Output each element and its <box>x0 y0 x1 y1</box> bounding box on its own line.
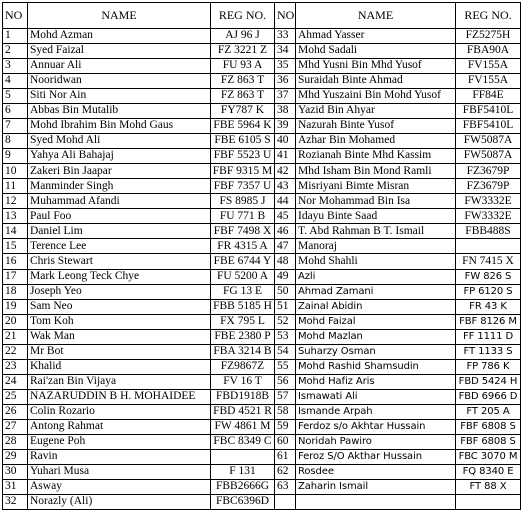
right-no-cell: 50 <box>275 284 296 299</box>
left-reg-cell: FZ9867Z <box>211 359 275 374</box>
table-row <box>3 449 521 464</box>
left-name-cell: Daniel Lim <box>28 224 211 239</box>
right-reg-cell: FT 1133 S <box>456 344 521 359</box>
left-reg-cell: FBF 7498 X <box>211 224 275 239</box>
right-name-cell: Mhd Yusni Bin Mhd Yusof <box>296 59 456 74</box>
left-name-cell: Eugene Poh <box>28 434 211 449</box>
right-no-cell: 53 <box>275 329 296 344</box>
right-no-cell: 39 <box>275 119 296 134</box>
left-no-cell: 10 <box>3 164 28 179</box>
left-reg-cell: FW 4861 M <box>211 419 275 434</box>
left-reg-cell: FBE 5964 K <box>211 119 275 134</box>
right-name-cell: Ahmad Yasser <box>296 29 456 44</box>
left-reg-cell: FZ 863 T <box>211 89 275 104</box>
right-reg-cell: FBD 5424 H <box>456 374 521 389</box>
right-reg-cell: FW 826 S <box>456 269 521 284</box>
left-no-cell: 32 <box>3 494 28 509</box>
left-reg-cell: FBC6396D <box>211 494 275 509</box>
left-reg-cell: FBD 4521 R <box>211 404 275 419</box>
table-body <box>3 29 521 510</box>
right-reg-cell: FP 6120 S <box>456 284 521 299</box>
right-name-cell: Mohd Rashid Shamsudin <box>296 359 456 374</box>
table-row <box>3 224 521 239</box>
right-name-cell: Idayu Binte Saad <box>296 209 456 224</box>
left-name-cell: Annuar Ali <box>28 59 211 74</box>
table-row <box>3 104 521 119</box>
left-reg-cell: FR 4315 A <box>211 239 275 254</box>
right-no-cell: 46 <box>275 224 296 239</box>
left-name-cell: Siti Nor Ain <box>28 89 211 104</box>
right-reg-cell: FZ3679P <box>456 164 521 179</box>
right-reg-cell: FBF 8126 M <box>456 314 521 329</box>
table-row <box>3 299 521 314</box>
left-no-cell: 13 <box>3 209 28 224</box>
left-reg-cell: FBF 7357 U <box>211 179 275 194</box>
right-name-cell: Misriyani Bimte Misran <box>296 179 456 194</box>
right-name-cell: Yazid Bin Ahyar <box>296 104 456 119</box>
left-no-cell: 23 <box>3 359 28 374</box>
right-no-cell: 59 <box>275 419 296 434</box>
table-row <box>3 239 521 254</box>
table-row <box>3 164 521 179</box>
left-name-cell: Antong Rahmat <box>28 419 211 434</box>
left-reg-cell: FBF 5523 U <box>211 149 275 164</box>
left-no-cell: 28 <box>3 434 28 449</box>
right-no-cell: 33 <box>275 29 296 44</box>
table-row <box>3 434 521 449</box>
right-name-cell: Mhd Isham Bin Mond Ramli <box>296 164 456 179</box>
table-row <box>3 194 521 209</box>
left-reg-cell: FU 5200 A <box>211 269 275 284</box>
left-name-cell: Abbas Bin Mutalib <box>28 104 211 119</box>
right-reg-cell: FT 88 X <box>456 479 521 494</box>
right-name-cell: Mohd Faizal <box>296 314 456 329</box>
right-reg-cell: FF84E <box>456 89 521 104</box>
table-row <box>3 404 521 419</box>
left-reg-cell: FZ 863 T <box>211 74 275 89</box>
header-row <box>3 3 521 29</box>
left-reg-cell: FBD1918B <box>211 389 275 404</box>
left-reg-cell: FBF 9315 M <box>211 164 275 179</box>
left-reg-cell: F 131 <box>211 464 275 479</box>
right-reg-cell: FBC 3070 M <box>456 449 521 464</box>
table-row <box>3 359 521 374</box>
left-no-cell: 4 <box>3 74 28 89</box>
right-no-cell: 51 <box>275 299 296 314</box>
right-no-cell: 38 <box>275 104 296 119</box>
header-no-left: NO <box>3 3 28 29</box>
right-name-cell: Manoraj <box>296 239 456 254</box>
right-name-cell: Suharzy Osman <box>296 344 456 359</box>
table-row <box>3 419 521 434</box>
right-reg-cell <box>456 494 521 509</box>
right-no-cell: 63 <box>275 479 296 494</box>
right-no-cell: 62 <box>275 464 296 479</box>
left-no-cell: 17 <box>3 269 28 284</box>
right-no-cell: 61 <box>275 449 296 464</box>
table-row <box>3 329 521 344</box>
right-reg-cell: FR 43 K <box>456 299 521 314</box>
left-name-cell: Paul Foo <box>28 209 211 224</box>
table-row <box>3 344 521 359</box>
left-name-cell: NAZARUDDIN B H. MOHAIDEE <box>28 389 211 404</box>
left-no-cell: 29 <box>3 449 28 464</box>
left-no-cell: 22 <box>3 344 28 359</box>
left-name-cell: Tom Koh <box>28 314 211 329</box>
left-name-cell: Mr Bot <box>28 344 211 359</box>
left-reg-cell: FBB2666G <box>211 479 275 494</box>
left-reg-cell: FBE 6744 Y <box>211 254 275 269</box>
right-name-cell: Zainal Abidin <box>296 299 456 314</box>
left-reg-cell: FU 93 A <box>211 59 275 74</box>
left-no-cell: 9 <box>3 149 28 164</box>
left-reg-cell: AJ 96 J <box>211 29 275 44</box>
left-name-cell: Zakeri Bin Jaapar <box>28 164 211 179</box>
right-name-cell: T. Abd Rahman B T. Ismail <box>296 224 456 239</box>
right-reg-cell: FF 1111 D <box>456 329 521 344</box>
left-reg-cell: FBC 8349 C <box>211 434 275 449</box>
left-name-cell: Mohd Azman <box>28 29 211 44</box>
left-no-cell: 30 <box>3 464 28 479</box>
right-reg-cell: FW5087A <box>456 149 521 164</box>
left-no-cell: 26 <box>3 404 28 419</box>
right-name-cell: Suraidah Binte Ahmad <box>296 74 456 89</box>
right-no-cell: 54 <box>275 344 296 359</box>
right-no-cell: 35 <box>275 59 296 74</box>
left-no-cell: 27 <box>3 419 28 434</box>
right-no-cell: 45 <box>275 209 296 224</box>
right-no-cell: 58 <box>275 404 296 419</box>
header-no-right: NO <box>275 3 296 29</box>
right-reg-cell: FZ5275H <box>456 29 521 44</box>
left-no-cell: 16 <box>3 254 28 269</box>
table-row <box>3 389 521 404</box>
table-row <box>3 254 521 269</box>
right-no-cell: 43 <box>275 179 296 194</box>
table-row <box>3 29 521 44</box>
right-no-cell: 49 <box>275 269 296 284</box>
left-reg-cell: FV 16 T <box>211 374 275 389</box>
right-reg-cell: FP 786 K <box>456 359 521 374</box>
left-no-cell: 20 <box>3 314 28 329</box>
right-name-cell: Mohd Sadali <box>296 44 456 59</box>
left-reg-cell: FY787 K <box>211 104 275 119</box>
left-no-cell: 3 <box>3 59 28 74</box>
right-reg-cell: FW5087A <box>456 134 521 149</box>
right-reg-cell: FT 205 A <box>456 404 521 419</box>
left-reg-cell: FBA 3214 B <box>211 344 275 359</box>
right-name-cell: Rozianah Binte Mhd Kassim <box>296 149 456 164</box>
table-row <box>3 314 521 329</box>
table-row <box>3 59 521 74</box>
right-reg-cell: FBF5410L <box>456 119 521 134</box>
left-name-cell: Wak Man <box>28 329 211 344</box>
right-name-cell: Mohd Mazlan <box>296 329 456 344</box>
right-reg-cell: FN 7415 X <box>456 254 521 269</box>
header-name-left: NAME <box>28 3 211 29</box>
right-name-cell: Zaharin Ismail <box>296 479 456 494</box>
right-reg-cell: FBB488S <box>456 224 521 239</box>
right-no-cell <box>275 494 296 509</box>
left-name-cell: Sam Neo <box>28 299 211 314</box>
table-row <box>3 464 521 479</box>
right-reg-cell: FV155A <box>456 59 521 74</box>
left-name-cell: Colin Rozario <box>28 404 211 419</box>
left-name-cell: Yuhari Musa <box>28 464 211 479</box>
table-row <box>3 119 521 134</box>
table-row <box>3 44 521 59</box>
registration-table <box>2 2 521 510</box>
left-name-cell: Muhammad Afandi <box>28 194 211 209</box>
table-row <box>3 284 521 299</box>
right-no-cell: 34 <box>275 44 296 59</box>
right-name-cell: Rosdee <box>296 464 456 479</box>
right-reg-cell: FW3332E <box>456 194 521 209</box>
right-no-cell: 57 <box>275 389 296 404</box>
right-name-cell: Mohd Shahli <box>296 254 456 269</box>
right-name-cell: Noridah Pawiro <box>296 434 456 449</box>
left-reg-cell: FZ 3221 Z <box>211 44 275 59</box>
left-reg-cell: FBE 2380 P <box>211 329 275 344</box>
left-no-cell: 24 <box>3 374 28 389</box>
right-name-cell: Nor Mohammad Bin Isa <box>296 194 456 209</box>
left-name-cell: Mohd Ibrahim Bin Mohd Gaus <box>28 119 211 134</box>
table-row <box>3 134 521 149</box>
left-no-cell: 7 <box>3 119 28 134</box>
right-name-cell: Azli <box>296 269 456 284</box>
left-name-cell: Asway <box>28 479 211 494</box>
right-no-cell: 40 <box>275 134 296 149</box>
left-no-cell: 25 <box>3 389 28 404</box>
right-name-cell: Ferdoz s/o Akhtar Hussain <box>296 419 456 434</box>
left-reg-cell: FBE 6105 S <box>211 134 275 149</box>
right-reg-cell: FBF 6808 S <box>456 434 521 449</box>
right-no-cell: 52 <box>275 314 296 329</box>
header-name-right: NAME <box>296 3 456 29</box>
left-reg-cell: FS 8985 J <box>211 194 275 209</box>
right-no-cell: 56 <box>275 374 296 389</box>
left-name-cell: Ravin <box>28 449 211 464</box>
right-name-cell: Feroz S/O Akthar Hussain <box>296 449 456 464</box>
table-row <box>3 494 521 509</box>
right-reg-cell: FBF 6808 S <box>456 419 521 434</box>
table-row <box>3 269 521 284</box>
right-no-cell: 44 <box>275 194 296 209</box>
left-no-cell: 1 <box>3 29 28 44</box>
left-name-cell: Manminder Singh <box>28 179 211 194</box>
right-reg-cell: FQ 8340 E <box>456 464 521 479</box>
left-name-cell: Yahya Ali Bahajaj <box>28 149 211 164</box>
left-no-cell: 6 <box>3 104 28 119</box>
left-name-cell: Nooridwan <box>28 74 211 89</box>
right-name-cell: Ismawati Ali <box>296 389 456 404</box>
right-no-cell: 42 <box>275 164 296 179</box>
table-row <box>3 89 521 104</box>
right-name-cell: Ismande Arpah <box>296 404 456 419</box>
left-reg-cell <box>211 449 275 464</box>
right-no-cell: 41 <box>275 149 296 164</box>
left-no-cell: 31 <box>3 479 28 494</box>
right-no-cell: 48 <box>275 254 296 269</box>
right-no-cell: 36 <box>275 74 296 89</box>
left-reg-cell: FG 13 E <box>211 284 275 299</box>
left-no-cell: 8 <box>3 134 28 149</box>
right-reg-cell: FW3332E <box>456 209 521 224</box>
right-reg-cell: FBF5410L <box>456 104 521 119</box>
right-name-cell: Mhd Yuszaini Bin Mohd Yusof <box>296 89 456 104</box>
left-name-cell: Rai'zan Bin Vijaya <box>28 374 211 389</box>
left-no-cell: 12 <box>3 194 28 209</box>
table-row <box>3 479 521 494</box>
right-reg-cell: FBA90A <box>456 44 521 59</box>
right-no-cell: 37 <box>275 89 296 104</box>
left-name-cell: Norazly (Ali) <box>28 494 211 509</box>
right-name-cell: Ahmad Zamani <box>296 284 456 299</box>
left-no-cell: 11 <box>3 179 28 194</box>
left-name-cell: Chris Stewart <box>28 254 211 269</box>
left-name-cell: Terence Lee <box>28 239 211 254</box>
left-no-cell: 18 <box>3 284 28 299</box>
right-name-cell: Mohd Hafiz Aris <box>296 374 456 389</box>
left-no-cell: 5 <box>3 89 28 104</box>
left-reg-cell: FBB 5185 H <box>211 299 275 314</box>
left-reg-cell: FU 771 B <box>211 209 275 224</box>
right-reg-cell: FZ3679P <box>456 179 521 194</box>
right-no-cell: 47 <box>275 239 296 254</box>
right-no-cell: 55 <box>275 359 296 374</box>
table-row <box>3 374 521 389</box>
left-name-cell: Joseph Yeo <box>28 284 211 299</box>
left-no-cell: 14 <box>3 224 28 239</box>
right-reg-cell <box>456 239 521 254</box>
table-row <box>3 149 521 164</box>
right-no-cell: 60 <box>275 434 296 449</box>
left-name-cell: Syed Mohd Ali <box>28 134 211 149</box>
right-name-cell <box>296 494 456 509</box>
left-name-cell: Mark Leong Teck Chye <box>28 269 211 284</box>
right-name-cell: Azhar Bin Mohamed <box>296 134 456 149</box>
left-no-cell: 21 <box>3 329 28 344</box>
right-reg-cell: FBD 6966 D <box>456 389 521 404</box>
table-row <box>3 179 521 194</box>
table-row <box>3 209 521 224</box>
left-no-cell: 2 <box>3 44 28 59</box>
left-reg-cell: FX 795 L <box>211 314 275 329</box>
header-reg-right: REG NO. <box>456 3 521 29</box>
table-row <box>3 74 521 89</box>
left-no-cell: 15 <box>3 239 28 254</box>
header-reg-left: REG NO. <box>211 3 275 29</box>
left-name-cell: Syed Faizal <box>28 44 211 59</box>
left-name-cell: Khalid <box>28 359 211 374</box>
left-no-cell: 19 <box>3 299 28 314</box>
right-reg-cell: FV155A <box>456 74 521 89</box>
right-name-cell: Nazurah Binte Yusof <box>296 119 456 134</box>
